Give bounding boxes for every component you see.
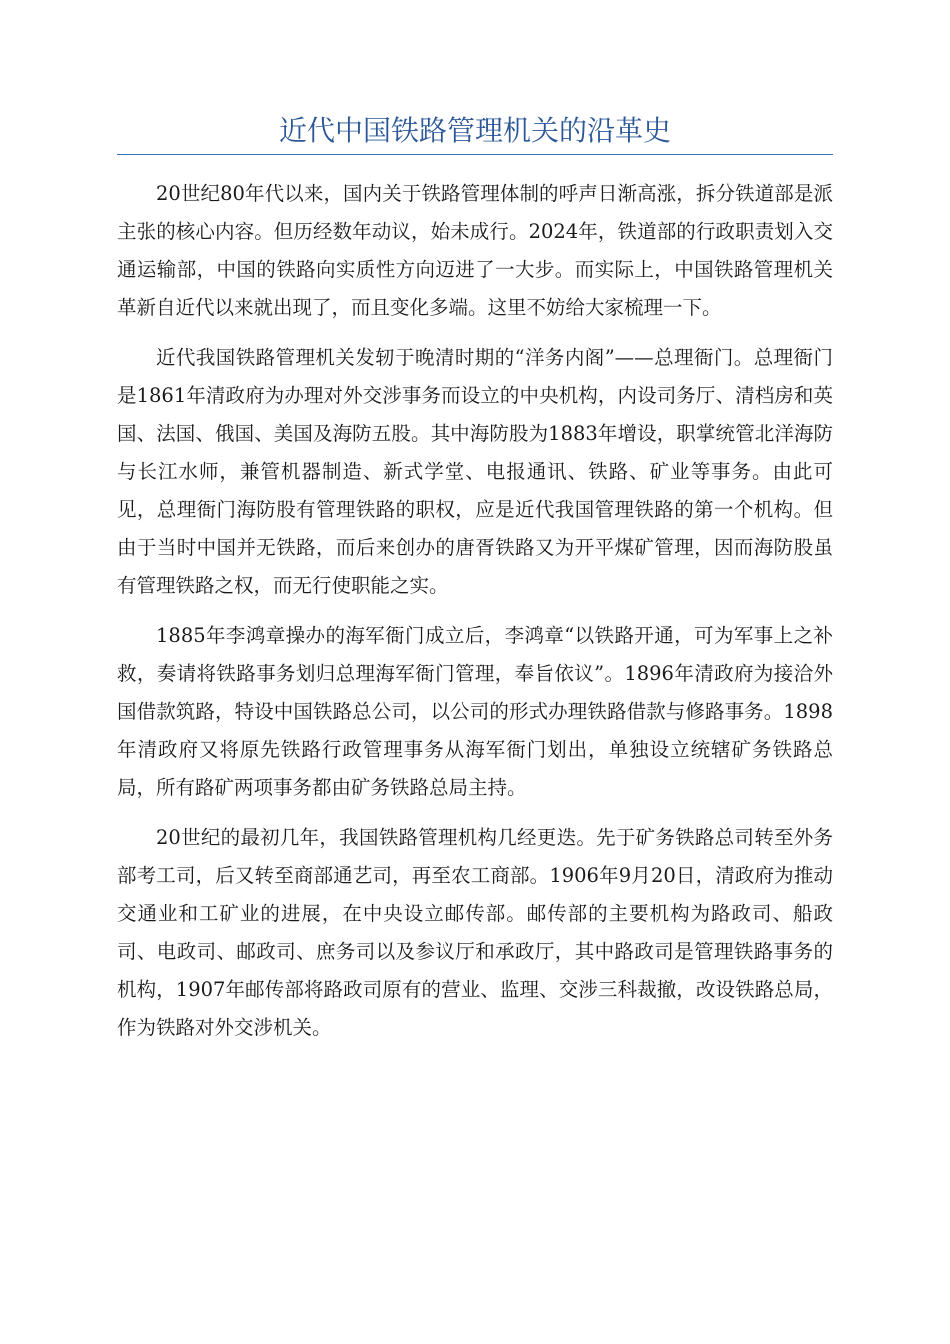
paragraph-3: 1885年李鸿章操办的海军衙门成立后，李鸿章“以铁路开通，可为军事上之补救，奏请将铁路事务划归总理海军衙门管理，奉旨依议”。1896年清政府为接洽外国借款筑路，特设中国铁路总公司，以公司的形式办理铁路借款与修路事务。1898年清政府又将原先铁路行政管理事务从海军衙门划出，单独设立统辖矿务铁路总局，所有路矿两项事务都由矿务铁路总局主持。: [117, 624, 833, 799]
paragraph-4: 20世纪的最初几年，我国铁路管理机构几经更迭。先于矿务铁路总司转至外务部考工司，后又转至商部通艺司，再至农工商部。1906年9月20日，清政府为推动交通业和工矿业的进展，在中央设立邮传部。邮传部的主要机构为路政司、船政司、电政司、邮政司、庶务司以及参议厅和承政厅，其中路政司是管理铁路事务的机构，1907年邮传部将路政司原有的营业、监理、交涉三科裁撤，改设铁路总局，作为铁路对外交涉机关。: [117, 826, 833, 1039]
title-underline: [117, 154, 833, 155]
document-body: [117, 175, 833, 1059]
paragraph-2: 近代我国铁路管理机关发轫于晚清时期的“洋务内阁”——总理衙门。总理衙门是1861年清政府为办理对外交涉事务而设立的中央机构，内设司务厅、清档房和英国、法国、俄国、美国及海防五股。其中海防股为1883年增设，职掌统管北洋海防与长江水师，兼管机器制造、新式学堂、电报通讯、铁路、矿业等事务。由此可见，总理衙门海防股有管理铁路的职权，应是近代我国管理铁路的第一个机构。但由于当时中国并无铁路，而后来创办的唐胥铁路又为开平煤矿管理，因而海防股虽有管理铁路之权，而无行使职能之实。: [117, 346, 833, 597]
paragraph-1: 20世纪80年代以来，国内关于铁路管理体制的呼声日渐高涨，拆分铁道部是派主张的核心内容。但历经数年动议，始未成行。2024年，铁道部的行政职责划入交通运输部，中国的铁路向实质性方向迈进了一大步。而实际上，中国铁路管理机关革新自近代以来就出现了，而且变化多端。这里不妨给大家梳理一下。: [117, 182, 833, 319]
document-title: 近代中国铁路管理机关的沿革史: [278, 114, 671, 147]
